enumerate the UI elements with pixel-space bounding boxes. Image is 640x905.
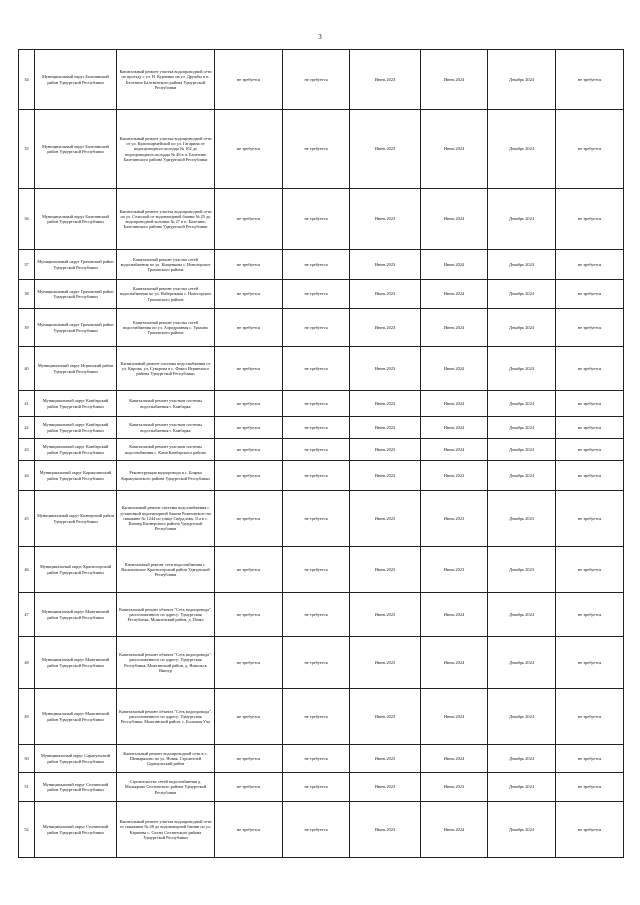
completion-date-cell: Декабрь 2024 bbox=[488, 417, 556, 439]
note-cell: не требуется bbox=[556, 110, 624, 189]
object-name-cell: Реконструкция водопровода в с. Боярка Каракулинского района Удмуртской Республики bbox=[117, 461, 215, 491]
work-start-cell: Июнь 2024 bbox=[421, 50, 488, 110]
note-cell: не требуется bbox=[556, 461, 624, 491]
design-doc-cell: не требуется bbox=[215, 280, 283, 309]
design-doc-cell: не требуется bbox=[215, 745, 283, 773]
design-doc-cell: не требуется bbox=[215, 491, 283, 547]
completion-date-cell: Декабрь 2024 bbox=[488, 110, 556, 189]
start-date-cell: Июнь 2023 bbox=[350, 439, 421, 461]
note-cell: не требуется bbox=[556, 637, 624, 689]
start-date-cell: Июнь 2023 bbox=[350, 110, 421, 189]
municipality-cell: Муниципальный округ Сарапульский район Удмуртской Республики bbox=[35, 745, 117, 773]
municipality-cell: Муниципальный округ Граховский район Удмуртской Республики bbox=[35, 280, 117, 309]
expertise-cell: не требуется bbox=[283, 50, 350, 110]
object-name-cell: Капитальный ремонт участка сетей водоснабжения по ул. Аэродромная с. Грахово Граховского района bbox=[117, 309, 215, 347]
work-start-cell: Июнь 2023 bbox=[421, 547, 488, 593]
municipality-cell: Муниципальный округ Каракулинский район Удмуртской Республики bbox=[35, 461, 117, 491]
row-number-cell: 34 bbox=[19, 50, 35, 110]
row-number-cell: 37 bbox=[19, 250, 35, 280]
note-cell: не требуется bbox=[556, 250, 624, 280]
note-cell: не требуется bbox=[556, 417, 624, 439]
expertise-cell: не требуется bbox=[283, 773, 350, 802]
municipality-cell: Муниципальный округ Селтинский район Удмуртской Республики bbox=[35, 773, 117, 802]
start-date-cell: Июнь 2023 bbox=[350, 391, 421, 417]
note-cell: не требуется bbox=[556, 689, 624, 745]
expertise-cell: не требуется bbox=[283, 347, 350, 391]
table-row bbox=[19, 439, 624, 461]
table-row bbox=[19, 391, 624, 417]
program-table bbox=[18, 49, 624, 858]
row-number-cell: 52 bbox=[19, 802, 35, 858]
table-row bbox=[19, 347, 624, 391]
row-number-cell: 35 bbox=[19, 110, 35, 189]
note-cell: не требуется bbox=[556, 547, 624, 593]
design-doc-cell: не требуется bbox=[215, 802, 283, 858]
work-start-cell: Июнь 2024 bbox=[421, 689, 488, 745]
work-start-cell: Июнь 2023 bbox=[421, 461, 488, 491]
table-row bbox=[19, 547, 624, 593]
start-date-cell: Июнь 2023 bbox=[350, 309, 421, 347]
object-name-cell: Строительство сетей водоснабжения д. Малькрово Селтинского района Удмуртской Республики bbox=[117, 773, 215, 802]
object-name-cell: Капитальный ремонт объекта "Сеть водопровода", расположенного по адресу: Удмуртская Республика, Можгинский район, с. Большая Уча bbox=[117, 689, 215, 745]
start-date-cell: Июнь 2023 bbox=[350, 461, 421, 491]
completion-date-cell: Декабрь 2024 bbox=[488, 745, 556, 773]
work-start-cell: Июнь 2024 bbox=[421, 637, 488, 689]
row-number-cell: 46 bbox=[19, 547, 35, 593]
row-number-cell: 39 bbox=[19, 309, 35, 347]
work-start-cell: Июнь 2024 bbox=[421, 439, 488, 461]
table-row bbox=[19, 280, 624, 309]
expertise-cell: не требуется bbox=[283, 745, 350, 773]
start-date-cell: Июнь 2023 bbox=[350, 417, 421, 439]
expertise-cell: не требуется bbox=[283, 189, 350, 250]
completion-date-cell: Декабрь 2024 bbox=[488, 189, 556, 250]
completion-date-cell: Декабрь 2023 bbox=[488, 547, 556, 593]
note-cell: не требуется bbox=[556, 189, 624, 250]
completion-date-cell: Декабрь 2024 bbox=[488, 802, 556, 858]
completion-date-cell: Декабрь 2024 bbox=[488, 347, 556, 391]
municipality-cell: Муниципальный округ Красногорский район Удмуртской Республики bbox=[35, 547, 117, 593]
object-name-cell: Капитальный ремонт системы водоснабжения с установкой водонапорной башни Рожновского на скважине № 1244 по улице Свердлова, 11а в с. Кизнер Кизнерского района Удмуртской Республики bbox=[117, 491, 215, 547]
object-name-cell: Капитальный ремонт участка водопроводной сети по ул. Сельской от водонапорной башни № 25 до водопроводной колонки № 27 в п. Балезино Балезинского района Удмуртской Республики bbox=[117, 189, 215, 250]
work-start-cell: Июнь 2024 bbox=[421, 417, 488, 439]
object-name-cell: Капитальный ремонт системы водоснабжения от ул. Кирова, ул. Суворова в с. Факел Игринского района Удмуртской Республики bbox=[117, 347, 215, 391]
table-row bbox=[19, 745, 624, 773]
design-doc-cell: не требуется bbox=[215, 250, 283, 280]
municipality-cell: Муниципальный округ Балезинский район Удмуртской Республики bbox=[35, 189, 117, 250]
municipality-cell: Муниципальный округ Граховский район Удмуртской Республики bbox=[35, 309, 117, 347]
page-number: 3 bbox=[318, 33, 322, 41]
expertise-cell: не требуется bbox=[283, 593, 350, 637]
table-row bbox=[19, 637, 624, 689]
work-start-cell: Июнь 2024 bbox=[421, 280, 488, 309]
completion-date-cell: Декабрь 2024 bbox=[488, 593, 556, 637]
work-start-cell: Июнь 2024 bbox=[421, 250, 488, 280]
start-date-cell: Июнь 2023 bbox=[350, 347, 421, 391]
completion-date-cell: Декабрь 2024 bbox=[488, 250, 556, 280]
table-row bbox=[19, 802, 624, 858]
work-start-cell: Июнь 2024 bbox=[421, 110, 488, 189]
row-number-cell: 41 bbox=[19, 391, 35, 417]
note-cell: не требуется bbox=[556, 745, 624, 773]
row-number-cell: 43 bbox=[19, 439, 35, 461]
design-doc-cell: не требуется bbox=[215, 689, 283, 745]
municipality-cell: Муниципальный округ Можгинский район Удмуртской Республики bbox=[35, 593, 117, 637]
row-number-cell: 44 bbox=[19, 461, 35, 491]
start-date-cell: Июнь 2023 bbox=[350, 637, 421, 689]
row-number-cell: 48 bbox=[19, 637, 35, 689]
start-date-cell: Июнь 2023 bbox=[350, 491, 421, 547]
start-date-cell: Июнь 2023 bbox=[350, 189, 421, 250]
table-row bbox=[19, 689, 624, 745]
note-cell: не требуется bbox=[556, 491, 624, 547]
completion-date-cell: Декабрь 2024 bbox=[488, 391, 556, 417]
note-cell: не требуется bbox=[556, 391, 624, 417]
municipality-cell: Муниципальный округ Камбарский район Удмуртской Республики bbox=[35, 439, 117, 461]
start-date-cell: Июнь 2023 bbox=[350, 593, 421, 637]
completion-date-cell: Декабрь 2024 bbox=[488, 280, 556, 309]
note-cell: не требуется bbox=[556, 347, 624, 391]
design-doc-cell: не требуется bbox=[215, 309, 283, 347]
object-name-cell: Капитальный ремонт участков системы водоснабжения г. Камбарка bbox=[117, 391, 215, 417]
design-doc-cell: не требуется bbox=[215, 417, 283, 439]
row-number-cell: 45 bbox=[19, 491, 35, 547]
municipality-cell: Муниципальный округ Балезинский район Удмуртской Республики bbox=[35, 50, 117, 110]
table-row bbox=[19, 773, 624, 802]
expertise-cell: не требуется bbox=[283, 250, 350, 280]
object-name-cell: Капитальный ремонт участка сетей водоснабжения по ул. Кищенкова с. Новогорское Граховского района bbox=[117, 250, 215, 280]
note-cell: не требуется bbox=[556, 593, 624, 637]
completion-date-cell: Декабрь 2023 bbox=[488, 491, 556, 547]
start-date-cell: Июнь 2023 bbox=[350, 773, 421, 802]
start-date-cell: Июнь 2023 bbox=[350, 802, 421, 858]
expertise-cell: не требуется bbox=[283, 547, 350, 593]
municipality-cell: Муниципальный округ Селтинский район Удмуртской Республики bbox=[35, 802, 117, 858]
expertise-cell: не требуется bbox=[283, 280, 350, 309]
municipality-cell: Муниципальный округ Кизнерский район Удмуртской Республики bbox=[35, 491, 117, 547]
municipality-cell: Муниципальный округ Балезинский район Удмуртской Республики bbox=[35, 110, 117, 189]
expertise-cell: не требуется bbox=[283, 461, 350, 491]
municipality-cell: Муниципальный округ Можгинский район Удмуртской Республики bbox=[35, 689, 117, 745]
design-doc-cell: не требуется bbox=[215, 391, 283, 417]
object-name-cell: Капитальный ремонт объекта "Сеть водопровода", расположенного по адресу: Удмуртская Республика, Можгинский район, д. Никольск Вишур bbox=[117, 637, 215, 689]
object-name-cell: Капитальный ремонт участка водопроводной сети от ул. Красноармейской по ул. Гагарина от водопроводного колодца № 102 до водопроводного колодца № 46 в п. Балезино Балезинского района Удмуртской Республики bbox=[117, 110, 215, 189]
work-start-cell: Июнь 2024 bbox=[421, 309, 488, 347]
work-start-cell: Июнь 2024 bbox=[421, 347, 488, 391]
object-name-cell: Капитальный ремонт участка водопроводной сети по проезду с ул. Н. Курченко на ул. Дружбы в п. Балезино Балезинского района Удмуртской Республики bbox=[117, 50, 215, 110]
design-doc-cell: не требуется bbox=[215, 50, 283, 110]
table-row bbox=[19, 50, 624, 110]
design-doc-cell: не требуется bbox=[215, 593, 283, 637]
note-cell: не требуется bbox=[556, 280, 624, 309]
row-number-cell: 51 bbox=[19, 773, 35, 802]
expertise-cell: не требуется bbox=[283, 439, 350, 461]
table-row bbox=[19, 461, 624, 491]
table-row bbox=[19, 110, 624, 189]
expertise-cell: не требуется bbox=[283, 391, 350, 417]
note-cell: не требуется bbox=[556, 439, 624, 461]
note-cell: не требуется bbox=[556, 309, 624, 347]
work-start-cell: Июнь 2024 bbox=[421, 802, 488, 858]
expertise-cell: не требуется bbox=[283, 802, 350, 858]
object-name-cell: Капитальный ремонт участка сетей водоснабжения по ул. Набережная с. Новогорское Граховского района bbox=[117, 280, 215, 309]
object-name-cell: Капитальный ремонт участков системы водоснабжения с. Кама Камбарского района bbox=[117, 439, 215, 461]
design-doc-cell: не требуется bbox=[215, 439, 283, 461]
completion-date-cell: Декабрь 2024 bbox=[488, 637, 556, 689]
work-start-cell: Июнь 2024 bbox=[421, 189, 488, 250]
row-number-cell: 36 bbox=[19, 189, 35, 250]
work-start-cell: Июнь 2024 bbox=[421, 391, 488, 417]
design-doc-cell: не требуется bbox=[215, 461, 283, 491]
design-doc-cell: не требуется bbox=[215, 547, 283, 593]
municipality-cell: Муниципальный округ Камбарский район Удмуртской Республики bbox=[35, 391, 117, 417]
object-name-cell: Капитальный ремонт объекта "Сеть водопровода", расположенного по адресу: Удмуртская Республика, Можгинский район, д. Пазял bbox=[117, 593, 215, 637]
start-date-cell: Июнь 2023 bbox=[350, 745, 421, 773]
design-doc-cell: не требуется bbox=[215, 347, 283, 391]
design-doc-cell: не требуется bbox=[215, 189, 283, 250]
start-date-cell: Июнь 2023 bbox=[350, 250, 421, 280]
completion-date-cell: Декабрь 2024 bbox=[488, 773, 556, 802]
work-start-cell: Июнь 2024 bbox=[421, 745, 488, 773]
expertise-cell: не требуется bbox=[283, 110, 350, 189]
municipality-cell: Муниципальный округ Игринский район Удмуртской Республики bbox=[35, 347, 117, 391]
completion-date-cell: Декабрь 2024 bbox=[488, 461, 556, 491]
expertise-cell: не требуется bbox=[283, 637, 350, 689]
expertise-cell: не требуется bbox=[283, 689, 350, 745]
object-name-cell: Капитальный ремонт участков системы водоснабжения г. Камбарка bbox=[117, 417, 215, 439]
completion-date-cell: Декабрь 2024 bbox=[488, 439, 556, 461]
row-number-cell: 47 bbox=[19, 593, 35, 637]
table-row bbox=[19, 491, 624, 547]
expertise-cell: не требуется bbox=[283, 491, 350, 547]
municipality-cell: Муниципальный округ Камбарский район Удмуртской Республики bbox=[35, 417, 117, 439]
start-date-cell: Июнь 2023 bbox=[350, 547, 421, 593]
table-row bbox=[19, 417, 624, 439]
design-doc-cell: не требуется bbox=[215, 637, 283, 689]
completion-date-cell: Декабрь 2024 bbox=[488, 309, 556, 347]
work-start-cell: Июнь 2024 bbox=[421, 593, 488, 637]
table-row bbox=[19, 309, 624, 347]
note-cell: не требуется bbox=[556, 773, 624, 802]
object-name-cell: Капитальный ремонт водопроводной сети в с. Шевырялово по ул. Новая, Строителей Сарапульский район bbox=[117, 745, 215, 773]
design-doc-cell: не требуется bbox=[215, 773, 283, 802]
completion-date-cell: Декабрь 2024 bbox=[488, 50, 556, 110]
row-number-cell: 49 bbox=[19, 689, 35, 745]
row-number-cell: 50 bbox=[19, 745, 35, 773]
work-start-cell: Июнь 2023 bbox=[421, 491, 488, 547]
row-number-cell: 40 bbox=[19, 347, 35, 391]
row-number-cell: 42 bbox=[19, 417, 35, 439]
start-date-cell: Июнь 2023 bbox=[350, 689, 421, 745]
table-row bbox=[19, 250, 624, 280]
start-date-cell: Июнь 2023 bbox=[350, 50, 421, 110]
start-date-cell: Июнь 2023 bbox=[350, 280, 421, 309]
table-row bbox=[19, 189, 624, 250]
row-number-cell: 38 bbox=[19, 280, 35, 309]
expertise-cell: не требуется bbox=[283, 309, 350, 347]
note-cell: не требуется bbox=[556, 802, 624, 858]
design-doc-cell: не требуется bbox=[215, 110, 283, 189]
expertise-cell: не требуется bbox=[283, 417, 350, 439]
note-cell: не требуется bbox=[556, 50, 624, 110]
municipality-cell: Муниципальный округ Можгинский район Удмуртской Республики bbox=[35, 637, 117, 689]
object-name-cell: Капитальный ремонт участка водопроводной сети от скважины № 48 до водонапорной башни по ул. Карачева с. Селты Селтинского района Удмуртской Республики bbox=[117, 802, 215, 858]
table-row bbox=[19, 593, 624, 637]
object-name-cell: Капитальный ремонт сети водоснабжения с. Васильевское Красногорский район Удмуртской Республики bbox=[117, 547, 215, 593]
work-start-cell: Июнь 2023 bbox=[421, 773, 488, 802]
municipality-cell: Муниципальный округ Граховский район Удмуртской Республики bbox=[35, 250, 117, 280]
completion-date-cell: Декабрь 2024 bbox=[488, 689, 556, 745]
